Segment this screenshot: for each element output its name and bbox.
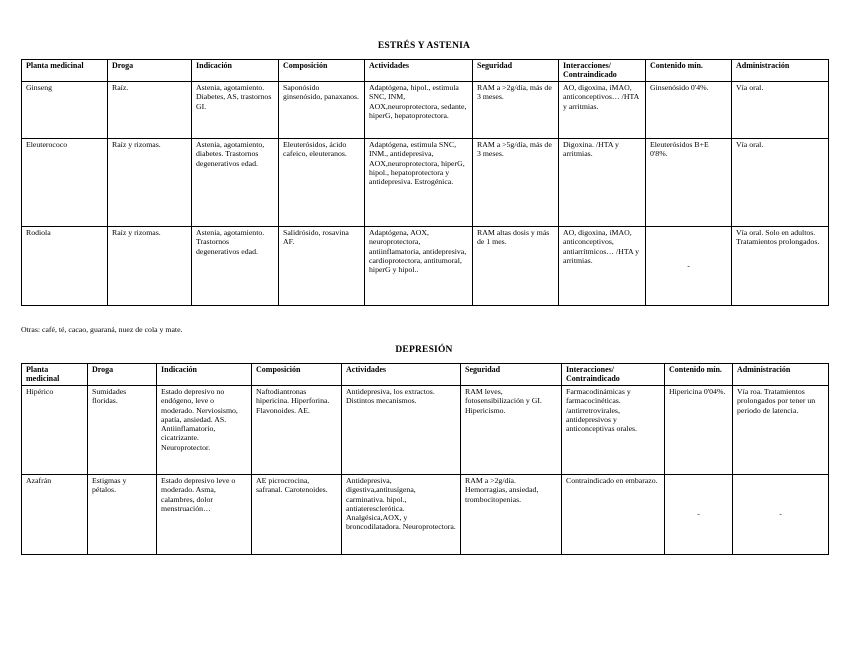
cell: Digoxina. /HTA y arritmias. xyxy=(559,139,646,227)
cell: - xyxy=(665,475,733,555)
cell: Vía oral. xyxy=(732,139,829,227)
cell: Saponósido ginsenósido, panaxanos. xyxy=(279,82,365,139)
cell: Eleuterósidos, ácido cafeico, eleuteranos. xyxy=(279,139,365,227)
cell: RAM leves, fotosensibilización y GI. Hipericismo. xyxy=(461,386,562,475)
cell: Vía roa. Tratamientos prolongados por tener un periodo de latencia. xyxy=(733,386,829,475)
col-administracion: Administración xyxy=(732,60,829,82)
col-planta: Planta medicinal xyxy=(22,60,108,82)
col-planta: Planta medicinal xyxy=(22,364,88,386)
table-row xyxy=(22,475,829,555)
cell: Naftodiantronas hipericina. Hiperforina. Flavonoides. AE. xyxy=(252,386,342,475)
cell: Antidepresiva, los extractos. Distintos mecanismos. xyxy=(342,386,461,475)
table-row xyxy=(22,386,829,475)
cell: Vía oral. xyxy=(732,82,829,139)
cell: Antidepresiva, digestiva,antitusígena, carminativa. hipol., antiateresclerótica. Analgésica,AOX, y broncodilatadora. Neuroprotectora. xyxy=(342,475,461,555)
cell: Ginsenósido 0'4%. xyxy=(646,82,732,139)
cell: Contraindicado en embarazo. xyxy=(562,475,665,555)
header-row xyxy=(22,364,829,386)
cell: AE picrocrocina, safranal. Carotenoides. xyxy=(252,475,342,555)
col-droga: Droga xyxy=(108,60,192,82)
col-composicion: Composición xyxy=(252,364,342,386)
cell: RAM altas dosis y más de 1 mes. xyxy=(473,227,559,306)
cell: Raíz y rizomas. xyxy=(108,139,192,227)
depression-table xyxy=(21,363,829,555)
col-seguridad: Seguridad xyxy=(473,60,559,82)
cell: Vía oral. Solo en adultos. Tratamientos prolongados. xyxy=(732,227,829,306)
cell: Astenia, agotamiento. Diabetes, AS, trastornos GI. xyxy=(192,82,279,139)
cell: Estado depresivo leve o moderado. Asma, calambres, dolor menstruación… xyxy=(157,475,252,555)
cell: Estado depresivo no endógeno, leve o moderado. Nerviosismo, apatía, ansiedad. AS. Antiinflamatorio, cicatrizante. Neuroprotector. xyxy=(157,386,252,475)
header-row xyxy=(22,60,829,82)
cell: Eleuterococo xyxy=(22,139,108,227)
col-contenido: Contenido mín. xyxy=(646,60,732,82)
col-actividades: Actividades xyxy=(342,364,461,386)
col-contenido: Contenido mín. xyxy=(665,364,733,386)
section1-title: ESTRÉS Y ASTENIA xyxy=(377,41,471,51)
cell: Adaptógena, hipol., estimula SNC, INM, AOX,neuroprotectora, sedante, hiperG, hepatoprotectora. xyxy=(365,82,473,139)
col-droga: Droga xyxy=(88,364,157,386)
cell: AO, digoxina, iMAO, anticonceptivos, antiarrítmicos… /HTA y arritmias. xyxy=(559,227,646,306)
stress-table xyxy=(21,59,829,306)
cell: Ginseng xyxy=(22,82,108,139)
col-indicacion: Indicación xyxy=(192,60,279,82)
cell: Astenia, agotamiento, diabetes. Trastornos degenerativos edad. xyxy=(192,139,279,227)
cell: Salidrósido, rosavina AF. xyxy=(279,227,365,306)
col-administracion: Administración xyxy=(733,364,829,386)
cell: RAM a >2g/día, más de 3 meses. xyxy=(473,82,559,139)
cell: Farmacodinámicas y farmacocinéticas. /antirretrovirales, antidepresivos y anticonceptivas orales. xyxy=(562,386,665,475)
cell: - xyxy=(646,227,732,306)
cell: Astenia, agotamiento. Trastornos degenerativos edad. xyxy=(192,227,279,306)
col-indicacion: Indicación xyxy=(157,364,252,386)
cell: Sumidades floridas. xyxy=(88,386,157,475)
cell: Rodiola xyxy=(22,227,108,306)
table-row xyxy=(22,82,829,139)
table-row xyxy=(22,227,829,306)
col-actividades: Actividades xyxy=(365,60,473,82)
table-row xyxy=(22,139,829,227)
section2-title: DEPRESIÓN xyxy=(395,345,453,355)
cell: Eleuterósidos B+E 0'8%. xyxy=(646,139,732,227)
cell: AO, digoxina, iMAO, anticonceptivos… /HTA y arritmias. xyxy=(559,82,646,139)
col-seguridad: Seguridad xyxy=(461,364,562,386)
cell: RAM a >5g/día, más de 3 meses. xyxy=(473,139,559,227)
col-interacciones: Interacciones/ Contraindicado xyxy=(562,364,665,386)
col-composicion: Composición xyxy=(279,60,365,82)
cell: Adaptógena, estimula SNC, INM., antidepresiva, AOX,neuroprotectora, hiperG, hipol., hepatoprotectora y antidepresiva. Estrogénica. xyxy=(365,139,473,227)
col-interacciones: Interacciones/ Contraindicado xyxy=(559,60,646,82)
cell: Hipericina 0'04%. xyxy=(665,386,733,475)
cell: Raíz y rizomas. xyxy=(108,227,192,306)
cell: Azafrán xyxy=(22,475,88,555)
cell: - xyxy=(733,475,829,555)
cell: Raíz. xyxy=(108,82,192,139)
cell: Estigmas y pétalos. xyxy=(88,475,157,555)
cell: Adaptógena, AOX, neuroprotectora, antiinflamatoria, antidepresiva, cardioprotectora, antitumoral, hiperG y hipol.. xyxy=(365,227,473,306)
note-text: Otras: café, té, cacao, guaraná, nuez de cola y mate. xyxy=(21,325,183,334)
cell: Hipérico xyxy=(22,386,88,475)
cell: RAM a >2g/día. Hemorragias, ansiedad, trombocitopenias. xyxy=(461,475,562,555)
